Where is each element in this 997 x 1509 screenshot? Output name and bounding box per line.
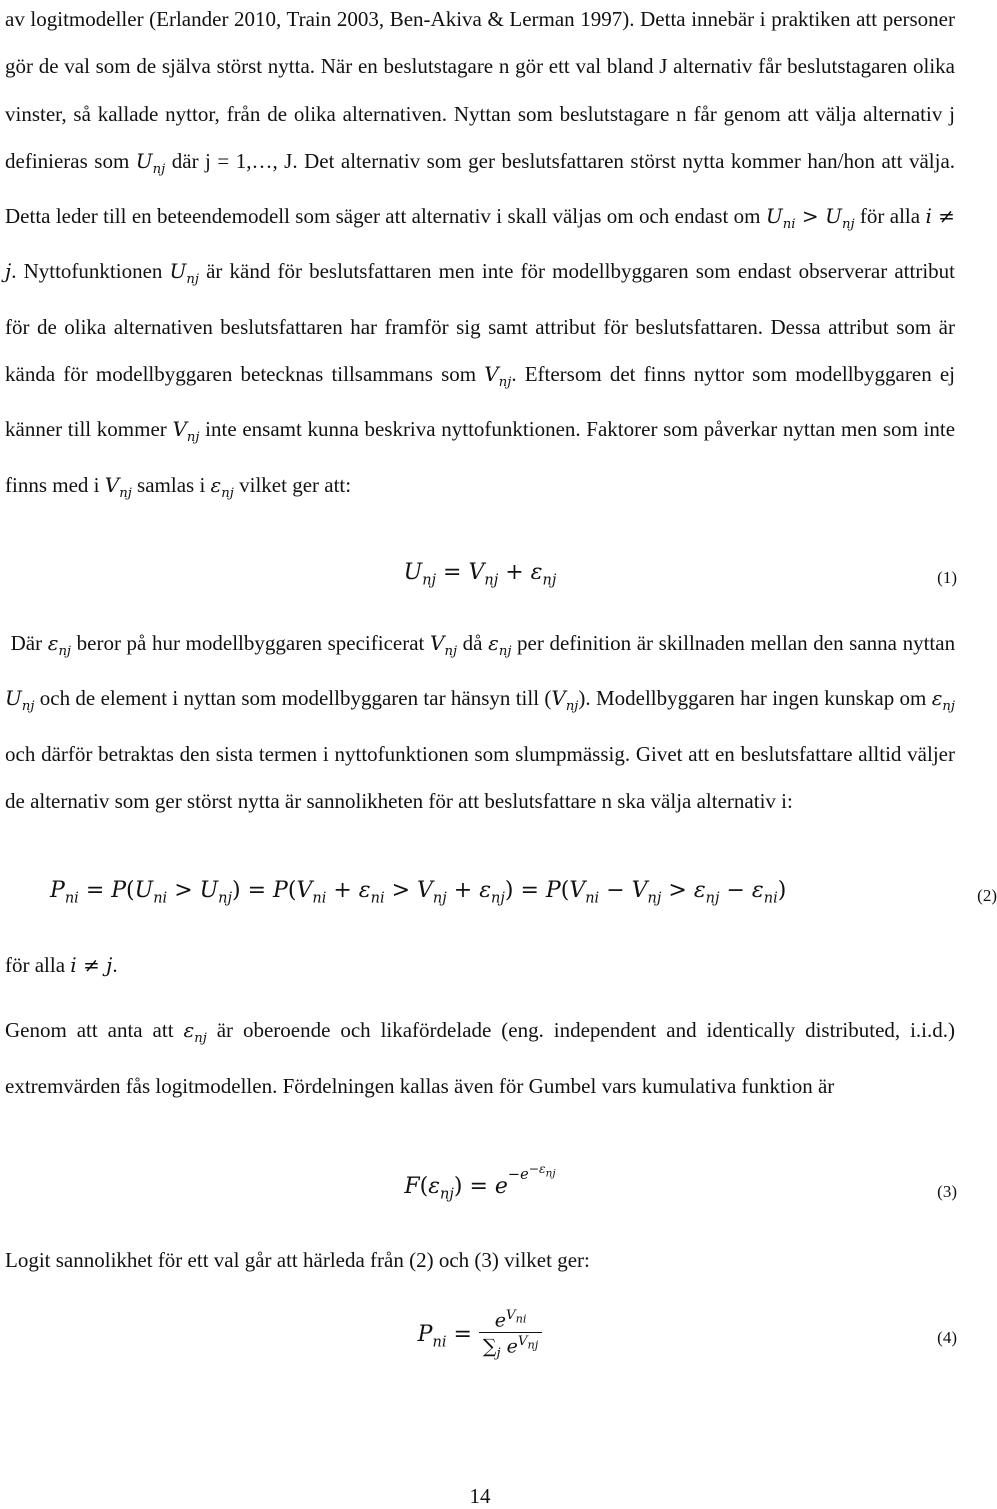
- math-V-nj: $V_{nj}$: [172, 417, 200, 446]
- equation-2-body: $P_{ni} = P(U_{ni} > U_{nj}) = P(V_{ni} + \varepsilon_{ni} > V_{nj} + \varepsilon_{nj}) = P(V_{ni} - V_{nj} > \varepsilon_{nj} - \varepsilon_{ni})$: [50, 878, 787, 907]
- text-run: Där: [10, 631, 43, 655]
- math-U-nj: $U_{nj}$: [135, 148, 166, 177]
- math-U-ni-gt: $U_{ni} > U_{nj}$: [765, 204, 855, 233]
- text-run: för alla: [859, 204, 921, 229]
- equation-number: (4): [937, 1328, 957, 1347]
- text-run: av logitmodeller (Erlander 2010, Train 2003, Ben-Akiva & Lerman 1997). Detta innebär i praktiken att personer gör de val som de själva störst nytta. När en beslutstagare n gör ett val bland J alternativ får beslutstagaren olika vinster, så kallade nyttor, från de olika alternativen. Nyttan som beslutstagare n får genom att välja alternativ j definieras som: [5, 7, 955, 173]
- paragraph-error-term: [5, 620, 955, 825]
- text-run: . Nyttofunktionen: [11, 259, 163, 284]
- equation-1-body: $U_{nj} = V_{nj} + \varepsilon_{nj}$: [403, 560, 557, 589]
- paragraph-utility-definition: [5, 0, 955, 517]
- math-V-nj: $V_{nj}$: [104, 472, 132, 501]
- math-epsilon-nj: $\varepsilon_{nj}$: [47, 631, 72, 659]
- text-run: inte ensamt kunna beskriva nyttofunktionen. Faktorer som påverkar nyttan men som inte finns med i: [5, 417, 956, 497]
- text-run: vilket ger att:: [239, 472, 352, 497]
- text-run: för alla: [5, 953, 66, 977]
- equation-4: [0, 1308, 960, 1361]
- math-i-neq-j: i ≠ j: [70, 953, 113, 977]
- equation-2: [50, 878, 997, 907]
- text-run: är känd för beslutsfattaren men inte för modellbyggaren som endast observerar attribut för de olika alternativen beslutsfattaren har framför sig samt attribut för beslutsfattaren. Dessa attribut som är kända för modellbyggaren betecknas tillsammans som: [5, 259, 955, 387]
- math-i-neq-j: i ≠ j: [5, 204, 956, 284]
- equation-3: [0, 1162, 960, 1203]
- paragraph-logit-derivation: [5, 1237, 955, 1284]
- math-V-nj: $V_{nj}$: [551, 686, 579, 715]
- equation-number: (2): [977, 886, 997, 905]
- text-run: och därför betraktas den sista termen i nyttofunktionen som slumpmässig. Givet att en beslutsfattare alltid väljer de alternativ som ger störst nytta är sannolikheten för att beslutsfattare n ska välja alternativ i:: [5, 741, 955, 813]
- math-V-nj: $V_{nj}$: [484, 362, 512, 391]
- text-run: samlas i: [137, 472, 206, 497]
- math-epsilon-nj: $\varepsilon_{nj}$: [931, 686, 956, 715]
- paragraph-for-all: för alla i ≠ j.: [5, 953, 118, 977]
- text-run: per definition är skillnaden mellan den sanna nyttan: [517, 631, 956, 655]
- text-run: beror på hur modellbyggaren specificerat: [76, 631, 425, 655]
- math-U-nj: $U_{nj}$: [5, 686, 35, 715]
- text-run: ). Modellbyggaren har ingen kunskap om: [578, 686, 927, 711]
- text-run: . Eftersom det finns nyttor som modellbyggaren ej känner till kommer: [5, 362, 955, 442]
- equation-4-body: $P_{ni}$ = $\frac{e^{V_{ni}}}{\sum_j e^{V_{nj}}}$: [418, 1322, 543, 1347]
- math-U-nj: $U_{nj}$: [169, 259, 199, 288]
- equation-3-body: $F(\varepsilon_{nj}) = e^{-e^{-\varepsilon_{nj}}}$: [404, 1162, 556, 1203]
- text-run: och de element i nyttan som modellbyggaren tar hänsyn till (: [39, 686, 552, 711]
- paragraph-iid-assumption: [5, 1007, 955, 1109]
- math-epsilon-nj: $\varepsilon_{nj}$: [210, 472, 234, 501]
- logit-fraction: $\frac{e^{V_{ni}}}{\sum_j e^{V_{nj}}}$: [479, 1308, 542, 1361]
- equation-1: [0, 560, 960, 588]
- text-run: är oberoende och likafördelade (eng. independent and identically distributed, i.i.d.) extremvärden fås logitmodellen. Fördelningen kallas även för Gumbel vars kumulativa funktion är: [5, 1018, 955, 1098]
- equation-number: (3): [937, 1182, 957, 1201]
- math-V-nj: $V_{nj}$: [430, 631, 458, 659]
- text-run: då: [462, 631, 483, 655]
- text-run: Logit sannolikhet för ett val går att härleda från (2) och (3) vilket ger:: [5, 1248, 590, 1272]
- math-epsilon-nj: $\varepsilon_{nj}$: [488, 631, 512, 659]
- text-run: där j = 1,…, J. Det alternativ som ger beslutsfattaren störst nytta kommer han/hon att välja. Detta leder till en beteendemodell som säger att alternativ i skall väljas om och endast om: [5, 148, 956, 229]
- math-epsilon-nj: $\varepsilon_{nj}$: [183, 1018, 207, 1046]
- equation-number: (1): [937, 568, 957, 587]
- text-run: Genom att anta att: [5, 1018, 174, 1042]
- page-number: 14: [469, 1484, 491, 1508]
